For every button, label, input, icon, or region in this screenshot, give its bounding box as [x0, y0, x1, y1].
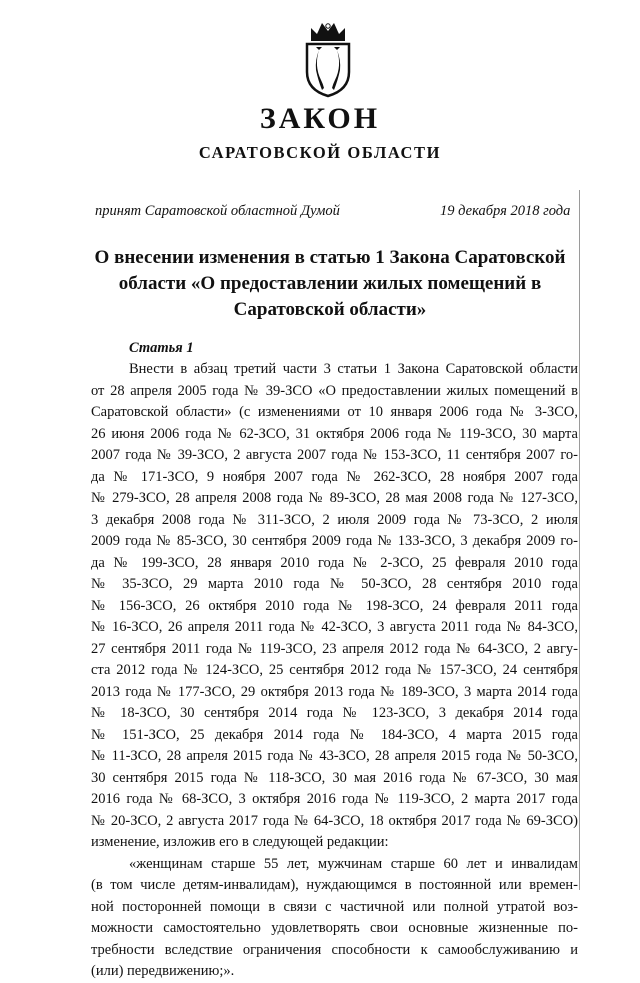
- article-text-line: 2007 года № 39-ЗСО, 2 августа 2007 года № 153-ЗСО, 11 сентября 2007 го-: [91, 447, 578, 463]
- adoption-date: 19 декабря 2018 года: [440, 203, 571, 219]
- article-text-line: да № 199-ЗСО, 28 января 2010 года № 2-ЗСО, 25 февраля 2010 года: [91, 554, 578, 571]
- article-text-line: № 20-ЗСО, 2 августа 2017 года № 64-ЗСО, 18 октября 2017 года № 69-ЗСО): [91, 812, 578, 829]
- article-text-line: от 28 апреля 2005 года № 39-ЗСО «О предоставлении жилых помещений в: [91, 382, 578, 399]
- law-title-line: области «О предоставлении жилых помещений в: [118, 273, 542, 294]
- law-title: [80, 245, 580, 323]
- article-text-line: № 279-ЗСО, 28 апреля 2008 года № 89-ЗСО, 28 мая 2008 года № 127-ЗСО,: [91, 490, 578, 506]
- article-text-line: № 16-ЗСО, 26 апреля 2011 года № 42-ЗСО, 3 августа 2011 года № 84-ЗСО,: [91, 619, 578, 635]
- document-title: ЗАКОН: [259, 102, 381, 135]
- article-text-line: Саратовской области» (с изменениями от 10 января 2006 года № 3-ЗСО,: [91, 404, 578, 420]
- article-heading: Статья 1: [129, 340, 194, 356]
- document-subtitle: САРАТОВСКОЙ ОБЛАСТИ: [198, 143, 442, 162]
- quote-text-line: ной посторонней помощи в связи с частичной или полной утратой воз-: [91, 898, 578, 915]
- quote-text-line: (в том числе детям-инвалидам), нуждающимся в постоянной или времен-: [91, 877, 578, 893]
- article-text-line: 2013 года № 177-ЗСО, 29 октября 2013 года № 189-ЗСО, 3 марта 2014 года: [91, 683, 578, 700]
- article-text-line: 3 декабря 2008 года № 311-ЗСО, 2 июля 2009 года № 73-ЗСО, 2 июля: [91, 511, 578, 528]
- article-text-line: 27 сентября 2011 года № 119-ЗСО, 23 апреля 2012 года № 64-ЗСО, 2 авгу-: [91, 640, 578, 657]
- article-text-line: № 18-ЗСО, 30 сентября 2014 года № 123-ЗСО, 3 декабря 2014 года: [91, 705, 578, 721]
- adoption-label: принят Саратовской областной Думой: [95, 203, 340, 219]
- quote-text-line: требности вследствие ограничения способности к самообслуживанию и: [91, 941, 578, 958]
- article-text-line: 26 июня 2006 года № 62-ЗСО, 31 октября 2006 года № 119-ЗСО, 30 марта: [91, 425, 578, 442]
- article-text-line: Внести в абзац третий части 3 статьи 1 Закона Саратовской области: [129, 361, 578, 377]
- article-body: [91, 359, 578, 983]
- law-title-line: О внесении изменения в статью 1 Закона Саратовской: [94, 247, 566, 268]
- article-text-line: № 156-ЗСО, 26 октября 2010 года № 198-ЗСО, 24 февраля 2011 года: [91, 597, 578, 614]
- quote-text-line: «женщинам старше 55 лет, мужчинам старше 60 лет и инвалидам: [129, 855, 578, 872]
- article-text-line: 2009 года № 85-ЗСО, 30 сентября 2009 года № 133-ЗСО, 3 декабря 2009 го-: [91, 533, 578, 549]
- article-text-line: № 35-ЗСО, 29 марта 2010 года № 50-ЗСО, 28 сентября 2010 года: [91, 576, 578, 592]
- article-text-line: 2016 года № 68-ЗСО, 3 октября 2016 года № 119-ЗСО, 2 марта 2017 года: [91, 791, 578, 807]
- article-text-line: 30 сентября 2015 года № 118-ЗСО, 30 мая 2016 года № 67-ЗСО, 30 мая: [91, 769, 578, 786]
- law-title-line: Саратовской области»: [233, 299, 427, 320]
- saratov-coat-of-arms-icon: [302, 20, 354, 98]
- article-text-line: ста 2012 года № 124-ЗСО, 25 сентября 2012 года № 157-ЗСО, 24 сентября: [91, 662, 578, 678]
- article-text-line: да № 171-ЗСО, 9 ноября 2007 года № 262-ЗСО, 28 ноября 2007 года: [91, 468, 578, 485]
- quote-text-line: можности самостоятельно удовлетворять свои основные жизненные по-: [91, 920, 578, 936]
- article-text-line: № 151-ЗСО, 25 декабря 2014 года № 184-ЗСО, 4 марта 2015 года: [91, 726, 578, 743]
- article-text-line: изменение, изложив его в следующей редакции:: [91, 834, 389, 850]
- quote-text-line: (или) передвижению;».: [91, 963, 235, 979]
- article-text-line: № 11-ЗСО, 28 апреля 2015 года № 43-ЗСО, 28 апреля 2015 года № 50-ЗСО,: [91, 748, 578, 764]
